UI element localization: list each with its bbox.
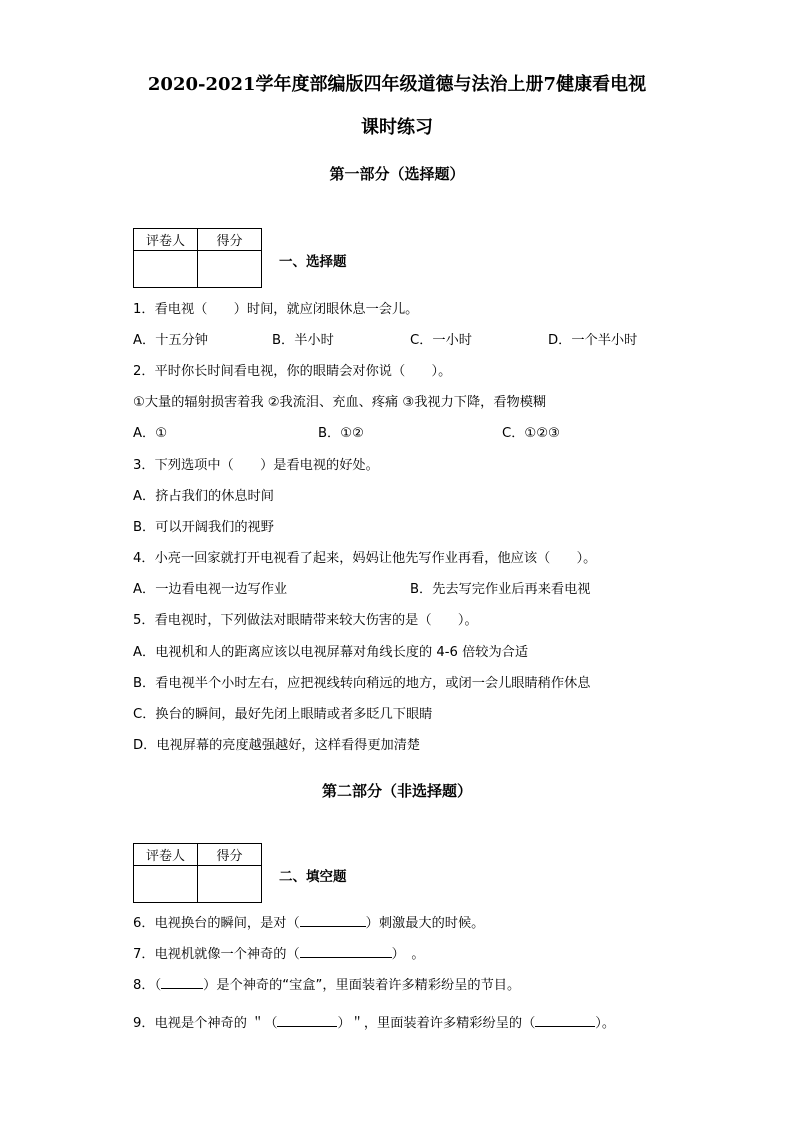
q1-option-d: D．一个半小时 (548, 333, 638, 348)
q2-option-c: C．①②③ (502, 426, 560, 441)
q6-answer-blank[interactable] (300, 914, 366, 927)
q9-answer-blank-2[interactable] (535, 1014, 595, 1027)
q5-option-c: C．换台的瞬间，最好先闭上眼睛或者多眨几下眼睛 (133, 707, 433, 722)
score-table-2 (133, 843, 262, 903)
q4-option-b: B．先去写完作业后再来看电视 (410, 582, 591, 597)
q4-option-a: A．一边看电视一边写作业 (133, 582, 288, 597)
q9-answer-blank-1[interactable] (277, 1014, 337, 1027)
part2-heading: 第二部分（非选择题） (321, 782, 472, 800)
section-title-choice: 一、选择题 (279, 254, 347, 270)
score-table-1 (133, 228, 262, 288)
q9-text-before: 9．电视是个神奇的 ＂（ (133, 1016, 278, 1031)
reviewer-cell (134, 251, 198, 288)
q5-option-b: B．看电视半个小时左右，应把视线转向稍远的地方，或闭一会儿眼睛稍作休息 (133, 676, 591, 691)
q9-text-after: ）。 (595, 1016, 616, 1031)
question-2-stem: 2．平时你长时间看电视，你的眼睛会对你说（ ）。 (133, 364, 452, 379)
question-4-stem: 4．小亮一回家就打开电视看了起来，妈妈让他先写作业再看，他应该（ ）。 (133, 551, 597, 566)
q3-option-b: B．可以开阔我们的视野 (133, 520, 274, 535)
q5-option-a: A．电视机和人的距离应该以电视屏幕对角线长度的 4-6 倍较为合适 (133, 645, 529, 660)
reviewer-cell (134, 866, 198, 903)
question-7 (133, 943, 425, 962)
score-header: 得分 (198, 844, 262, 866)
question-3-stem: 3．下列选项中（ ）是看电视的好处。 (133, 458, 379, 473)
q7-text-before: 7．电视机就像一个神奇的（ (133, 947, 300, 962)
q8-text-after: ）是个神奇的“宝盒”，里面装着许多精彩纷呈的节目。 (203, 978, 521, 993)
q9-text-middle: ）＂，里面装着许多精彩纷呈的（ (337, 1016, 536, 1031)
q1-option-c: C．一小时 (410, 333, 472, 348)
q6-text-before: 6．电视换台的瞬间，是对（ (133, 916, 300, 931)
page-title: 2020-2021学年度部编版四年级道德与法治上册7健康看电视 (147, 74, 647, 95)
question-9 (133, 1012, 615, 1031)
page-subtitle: 课时练习 (361, 117, 433, 138)
question-8 (133, 974, 520, 993)
q5-option-d: D．电视屏幕的亮度越强越好，这样看得更加清楚 (133, 738, 421, 753)
question-5-stem: 5．看电视时，下列做法对眼睛带来较大伤害的是（ ）。 (133, 613, 478, 628)
question-6 (133, 912, 484, 931)
q2-option-b: B．①② (318, 426, 364, 441)
score-cell (198, 251, 262, 288)
score-header: 得分 (198, 229, 262, 251)
q1-option-a: A．十五分钟 (133, 333, 208, 348)
q8-answer-blank[interactable] (161, 976, 203, 989)
q8-text-before: 8．（ (133, 978, 162, 993)
q7-text-after: ） 。 (391, 947, 425, 962)
score-cell (198, 866, 262, 903)
q1-option-b: B．半小时 (272, 333, 334, 348)
q7-answer-blank[interactable] (300, 945, 392, 958)
section-title-fill: 二、填空题 (279, 869, 347, 885)
question-1-stem: 1．看电视（ ）时间，就应闭眼休息一会儿。 (133, 302, 419, 317)
q3-option-a: A．挤占我们的休息时间 (133, 489, 274, 504)
part1-heading: 第一部分（选择题） (329, 165, 465, 183)
q2-option-a: A．① (133, 426, 168, 441)
reviewer-header: 评卷人 (134, 229, 198, 251)
q2-statements: ①大量的辐射损害着我 ②我流泪、充血、疼痛 ③我视力下降，看物模糊 (133, 395, 547, 410)
q6-text-after: ）刺激最大的时候。 (365, 916, 485, 931)
reviewer-header: 评卷人 (134, 844, 198, 866)
